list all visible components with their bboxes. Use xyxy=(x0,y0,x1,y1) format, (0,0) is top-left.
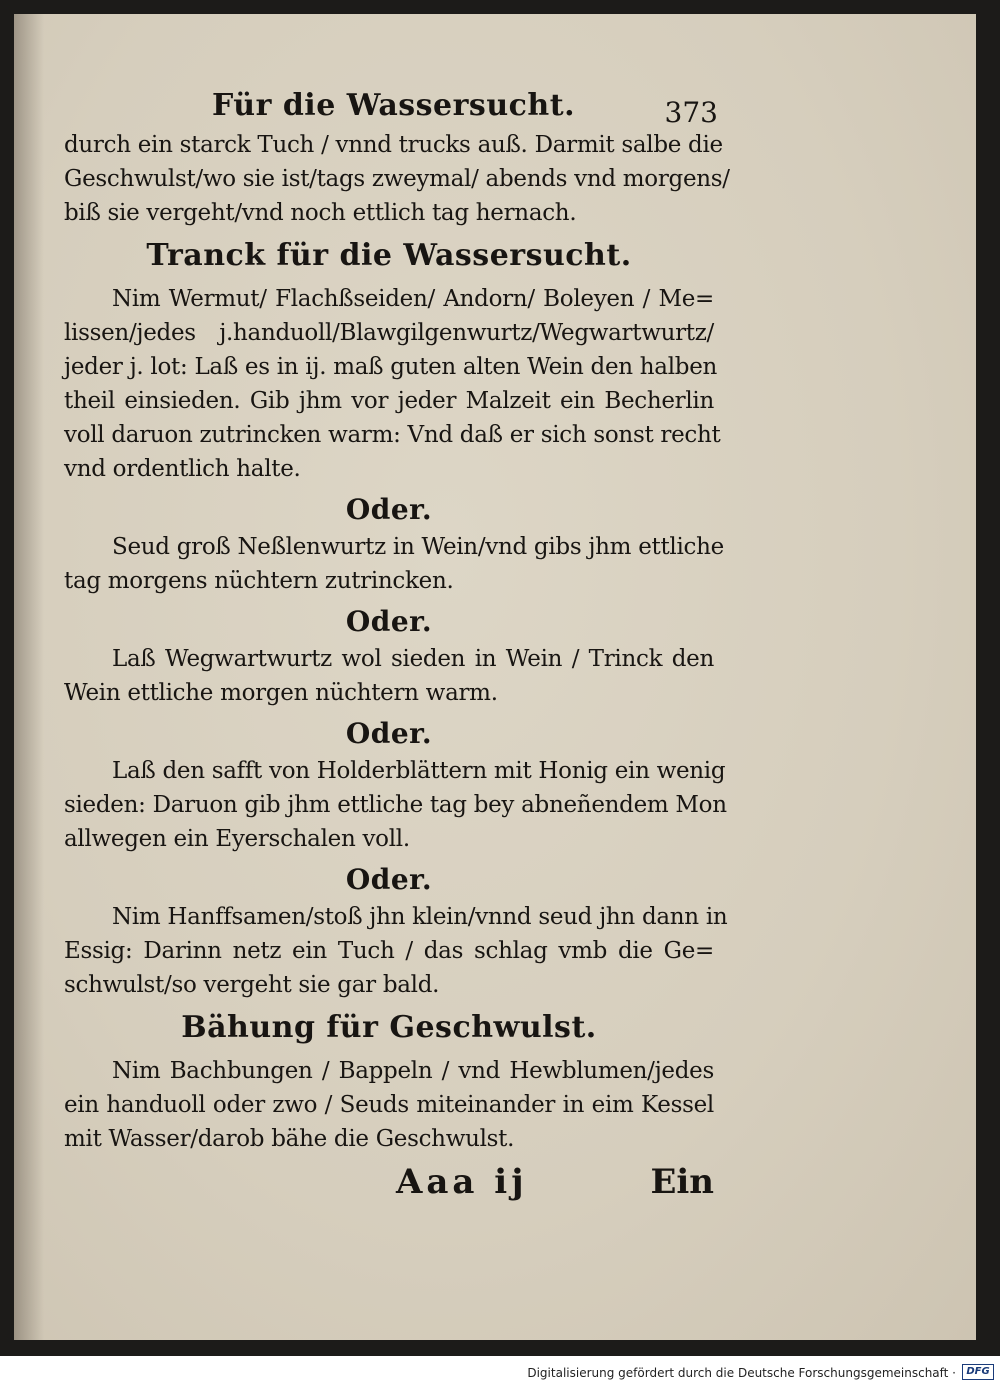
text-line: allwegen ein Eyerschalen voll. xyxy=(64,826,410,852)
section-heading: Bähung für Geschwulst. xyxy=(181,1010,597,1045)
section-paragraph xyxy=(64,282,721,486)
running-head xyxy=(64,84,718,129)
section-heading: Oder. xyxy=(345,605,433,638)
text-line: jeder j. lot: Laß es in ij. maß guten alten Wein den halben xyxy=(64,354,718,380)
gutter-shadow xyxy=(14,14,44,1340)
book-page xyxy=(14,14,976,1340)
text-line: vnd ordentlich halte. xyxy=(64,456,301,482)
text-line: Seud groß Neßlenwurtz in Wein/vnd gibs jhm ettliche xyxy=(112,534,724,560)
running-head-title: Für die Wassersucht. xyxy=(212,88,576,123)
section-paragraph xyxy=(64,1054,714,1156)
text-line: mit Wasser/darob bähe die Geschwulst. xyxy=(64,1126,515,1152)
text-line: Nim Bachbungen / Bappeln / vnd Hewblumen/jedes xyxy=(112,1058,714,1084)
text-line: voll daruon zutrincken warm: Vnd daß er sich sonst recht xyxy=(64,422,721,448)
text-line: Nim Hanffsamen/stoß jhn klein/vnnd seud jhn dann in xyxy=(112,904,728,930)
signature-mark: Aaa ij xyxy=(396,1162,528,1202)
text-line: Laß Wegwartwurtz wol sieden in Wein / Trinck den xyxy=(112,646,714,672)
text-line: durch ein starck Tuch / vnnd trucks auß. Darmit salbe die xyxy=(64,132,723,158)
text-line: tag morgens nüchtern zutrincken. xyxy=(64,568,454,594)
text-line: Laß den safft von Holderblättern mit Honig ein wenig xyxy=(112,758,726,784)
section-heading: Oder. xyxy=(345,717,433,750)
section-heading: Tranck für die Wassersucht. xyxy=(146,238,632,273)
section-paragraph xyxy=(64,530,724,598)
digitization-credit: Digitalisierung gefördert durch die Deutsche Forschungsgemeinschaft · xyxy=(527,1366,956,1380)
text-line: Wein ettliche morgen nüchtern warm. xyxy=(64,680,498,706)
text-line: theil einsieden. Gib jhm vor jeder Malzeit ein Becherlin xyxy=(64,388,714,414)
text-line: schwulst/so vergeht sie gar bald. xyxy=(64,972,440,998)
section-paragraph xyxy=(64,642,714,710)
text-line: lissen/jedes j.handuoll/Blawgilgenwurtz/Wegwartwurtz/ xyxy=(64,320,714,346)
page-number: 373 xyxy=(664,96,718,129)
catchword: Ein xyxy=(650,1162,714,1202)
text-line: Geschwulst/wo sie ist/tags zweymal/ abends vnd morgens/ xyxy=(64,166,730,192)
section-heading: Oder. xyxy=(345,863,433,896)
text-line: Essig: Darinn netz ein Tuch / das schlag vmb die Ge= xyxy=(64,938,714,964)
text-line: ein handuoll oder zwo / Seuds miteinander in eim Kessel xyxy=(64,1092,714,1118)
section-paragraph xyxy=(64,900,728,1002)
section-heading: Oder. xyxy=(345,493,433,526)
intro-paragraph xyxy=(64,128,730,230)
text-line: Nim Wermut/ Flachßseiden/ Andorn/ Boleyen / Me= xyxy=(112,286,714,312)
text-block xyxy=(64,84,730,1212)
dfg-logo-icon: DFG xyxy=(962,1364,994,1380)
text-line: sieden: Daruon gib jhm ettliche tag bey abneñendem Mon xyxy=(64,792,727,818)
section-paragraph xyxy=(64,754,727,856)
signature-line xyxy=(64,1162,714,1212)
text-line: biß sie vergeht/vnd noch ettlich tag hernach. xyxy=(64,200,577,226)
